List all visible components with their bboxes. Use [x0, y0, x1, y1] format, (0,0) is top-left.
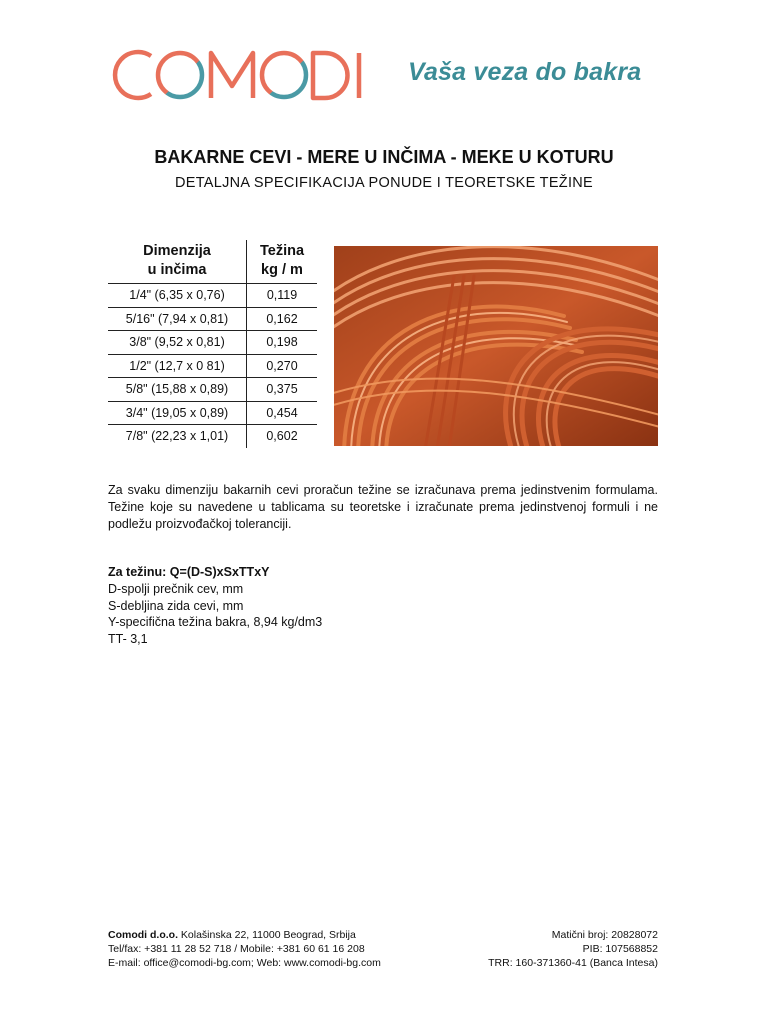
- document-subtitle: DETALJNA SPECIFIKACIJA PONUDE I TEORETSKE TEŽINE: [174, 175, 594, 191]
- formula-line: D-spolji prečnik cev, mm: [108, 581, 244, 596]
- table-row: 1/2" (12,7 x 0 81) 0,270: [108, 354, 317, 378]
- registration-number: Matični broj: 20828072: [551, 929, 658, 941]
- column-header-dimension: Dimenzija u inčima: [143, 243, 211, 278]
- table-row: 7/8" (22,23 x 1,01) 0,602: [108, 425, 317, 448]
- tax-id: PIB: 107568852: [582, 943, 658, 955]
- table-row: 5/16" (7,94 x 0,81) 0,162: [108, 307, 317, 331]
- footer-registration: [488, 928, 658, 970]
- comodi-logo: [107, 44, 367, 106]
- copper-coil-image: [334, 246, 658, 446]
- footer-contact: [108, 928, 381, 970]
- column-header-weight: Težina kg / m: [247, 240, 318, 284]
- weight-calculation-note: Za svaku dimenziju bakarnih cevi proračun težine se izračunava prema jedinstvenim formulama. Težine koje su navedene u tablicama su teoretske i izračunate prema jedinstvenoj formuli i ne podležu proizvođačkoj toleranciji.: [108, 483, 658, 531]
- logo-text: COMODI: [107, 44, 112, 45]
- formula-line: Y-specifična težina bakra, 8,94 kg/dm3: [108, 615, 323, 630]
- table-row: 1/4" (6,35 x 0,76) 0,119: [108, 284, 317, 308]
- table-row: 3/8" (9,52 x 0,81) 0,198: [108, 331, 317, 355]
- bank-account: TRR: 160-371360-41 (Banca Intesa): [488, 957, 658, 969]
- weight-table: [108, 240, 317, 448]
- formula-line: TT- 3,1: [108, 632, 148, 647]
- company-address: Kolašinska 22, 11000 Beograd, Srbija: [178, 929, 356, 941]
- table-row: 3/4" (19,05 x 0,89) 0,454: [108, 401, 317, 425]
- tagline: Vaša veza do bakra: [408, 58, 642, 86]
- table-row: 5/8" (15,88 x 0,89) 0,375: [108, 378, 317, 402]
- formula-heading: Za težinu: Q=(D-S)xSxTTxY: [108, 565, 270, 579]
- document-title: BAKARNE CEVI - MERE U INČIMA - MEKE U KOTURU: [154, 147, 614, 167]
- company-phone: Tel/fax: +381 11 28 52 718 / Mobile: +381 60 61 16 208: [108, 943, 365, 955]
- formula-block: [108, 564, 322, 648]
- company-name: Comodi d.o.o.: [108, 929, 178, 941]
- formula-line: S-debljina zida cevi, mm: [108, 598, 244, 613]
- company-email-web: E-mail: office@comodi-bg.com; Web: www.comodi-bg.com: [108, 957, 381, 969]
